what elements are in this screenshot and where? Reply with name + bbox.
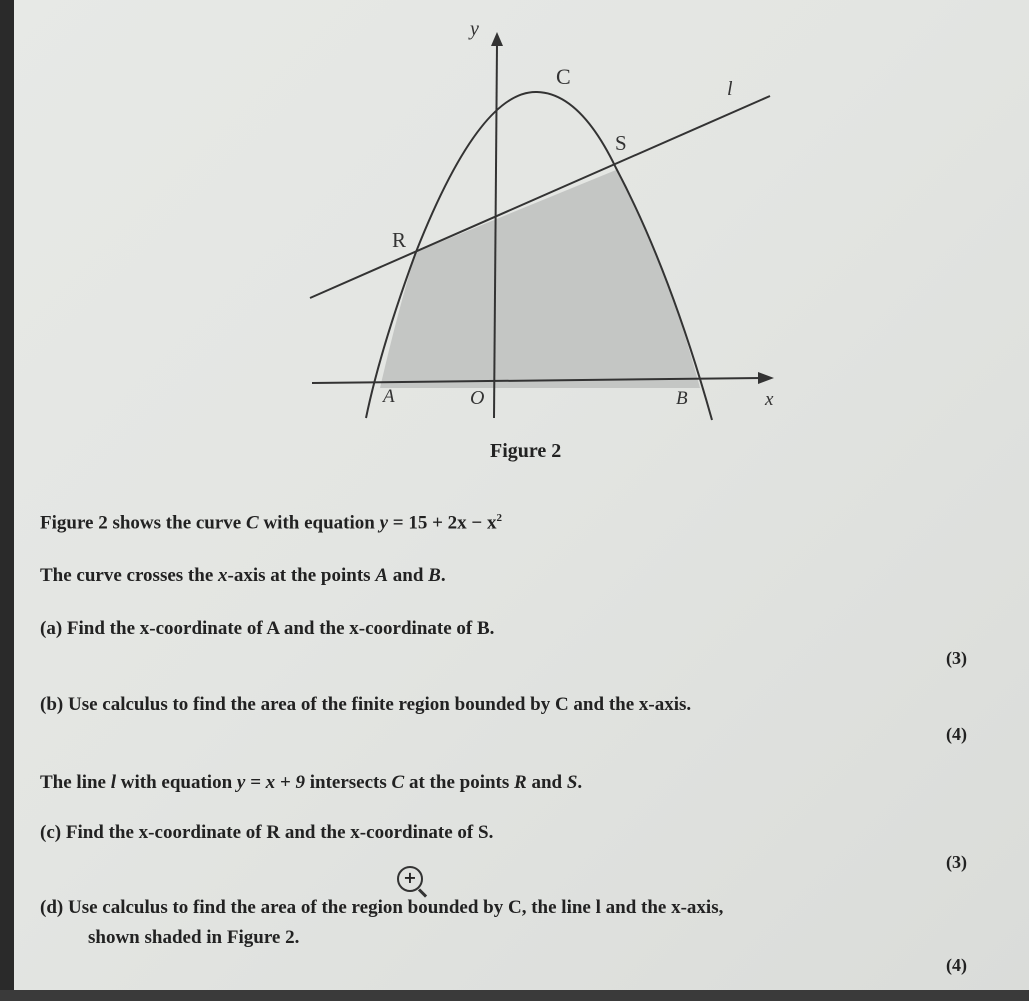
line-l-text-2: with equation bbox=[116, 772, 237, 793]
line-l-s: S bbox=[566, 772, 578, 793]
intro-line-2 bbox=[40, 565, 446, 587]
label-line-l: l bbox=[727, 78, 733, 100]
label-point-b: B bbox=[676, 388, 688, 409]
part-c-text: (c) Find the x-coordinate of R and the x-coordinate of S. bbox=[40, 822, 494, 843]
intro2-text-1: The curve crosses the bbox=[40, 565, 219, 586]
part-d-text-2: shown shaded in Figure 2. bbox=[88, 927, 300, 948]
part-a-text: (a) Find the x-coordinate of A and the x-coordinate of B. bbox=[40, 618, 495, 639]
label-point-r: R bbox=[392, 228, 407, 252]
intro-eq-y: y bbox=[379, 512, 389, 534]
line-l-c: C bbox=[391, 772, 405, 793]
line-l-statement bbox=[40, 772, 582, 794]
intro2-a: A bbox=[375, 565, 388, 586]
shaded-region bbox=[380, 170, 700, 388]
part-a-marks: (3) bbox=[946, 648, 967, 668]
photo-edge-bottom bbox=[0, 990, 1029, 1001]
line-l-text-4: at the points bbox=[404, 772, 515, 793]
label-x-axis: x bbox=[765, 389, 774, 410]
figure-caption: Figure 2 bbox=[490, 440, 562, 462]
part-d-text-1: (d) Use calculus to find the area of the region bounded by C, the line l and the x-axis, bbox=[40, 897, 724, 918]
label-origin: O bbox=[470, 387, 485, 409]
x-axis-arrow bbox=[758, 372, 774, 384]
line-l-text-6: . bbox=[577, 772, 583, 793]
intro2-text-3: and bbox=[388, 565, 429, 586]
y-axis-arrow bbox=[491, 32, 503, 46]
part-b-marks: (4) bbox=[946, 724, 967, 744]
zoom-in-icon[interactable]: + bbox=[397, 866, 423, 892]
intro2-b: B bbox=[428, 565, 441, 586]
intro2-text-2: -axis at the points bbox=[227, 565, 376, 586]
line-l-equation: y = x + 9 bbox=[236, 772, 305, 793]
part-c-marks: (3) bbox=[946, 852, 967, 872]
label-point-a: A bbox=[383, 386, 395, 407]
intro-line-1 bbox=[40, 512, 502, 534]
label-curve-c: C bbox=[556, 64, 571, 89]
line-l-text-3: intersects bbox=[305, 772, 392, 793]
intro-curve-symbol: C bbox=[246, 512, 259, 534]
intro2-text-4: . bbox=[440, 565, 446, 586]
label-y-axis: y bbox=[470, 18, 479, 40]
intro2-x: x bbox=[218, 565, 228, 586]
intro-eq-exponent: 2 bbox=[496, 512, 502, 524]
intro-eq-rhs: = 15 + 2x − x bbox=[388, 512, 497, 534]
line-l-text-1: The line bbox=[40, 772, 111, 793]
part-d-marks: (4) bbox=[946, 955, 967, 975]
label-point-s: S bbox=[615, 131, 627, 155]
line-l-text-5: and bbox=[526, 772, 567, 793]
figure-2-graph bbox=[0, 0, 1029, 480]
line-l-symbol: l bbox=[110, 772, 117, 793]
line-l-r: R bbox=[514, 772, 527, 793]
intro-text-1: Figure 2 shows the curve bbox=[40, 512, 246, 534]
part-b-text: (b) Use calculus to find the area of the finite region bounded by C and the x-axis. bbox=[40, 694, 692, 715]
intro-text-2: with equation bbox=[258, 512, 380, 534]
